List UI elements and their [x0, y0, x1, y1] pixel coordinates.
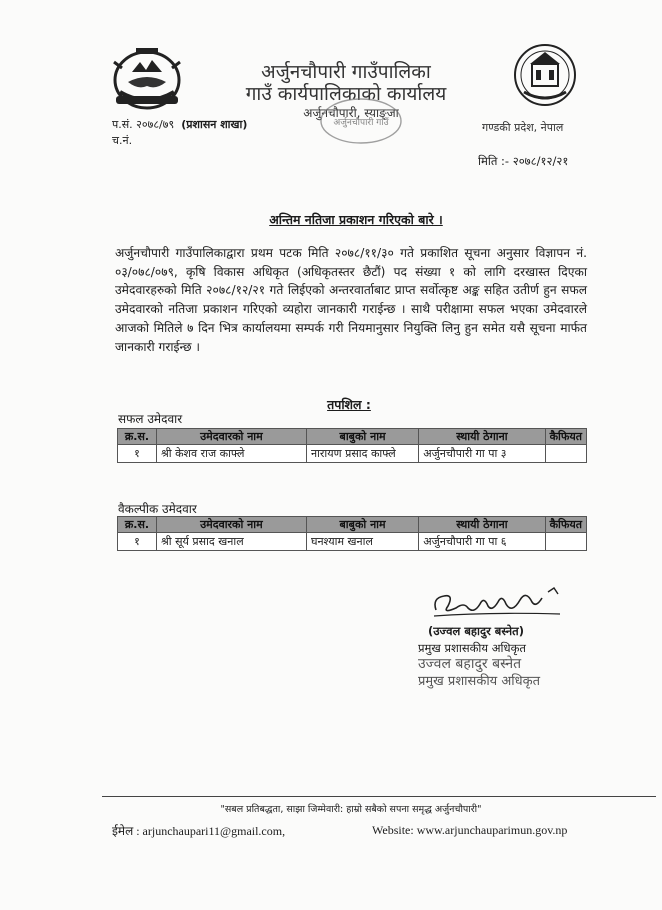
col-sn: क्र.स. [118, 429, 157, 445]
col-father: बाबुको नाम [306, 429, 418, 445]
notice-body: अर्जुनचौपारी गाउँपालिकाद्वारा प्रथम पटक मिति २०७८/११/३० गते प्रकाशित सूचना अनुसार विज्ञापन नं. ०३/०७८/०७९, कृषि विकास अधिकृत (अधिकृतस्तर छैटौं) पद संख्या १ को लागि दरखास्त दिएका उमेदवारहरुको मिति २०७८/१२/२१ गते लिईएको अन्तरवार्ताबाट प्राप्त सर्वोत्कृष्ट अङ्क सहित उतीर्ण हुन सफल उमेदवारको नतिजा प्रकाशन गरिएको व्यहोरा जानकारी गराईन्छ । साथै परीक्षामा सफल भएका उमेदवारले आजको मितिले ७ दिन भित्र कार्यालयमा सम्पर्क गरी नियमानुसार नियुक्ति लिनु हुन समेत यसै सूचना मार्फत जानकारी गराईन्छ । [115, 246, 587, 354]
signature-icon [430, 584, 570, 620]
table-header-row [118, 517, 587, 533]
col-remarks: कैफियत [545, 517, 586, 533]
details-heading: तपशिल : [327, 397, 371, 412]
col-father: बाबुको नाम [306, 517, 418, 533]
table-row [118, 445, 587, 463]
notice-date: मिति :- २०७८/१२/२१ [478, 154, 569, 168]
col-remarks: कैफियत [545, 429, 586, 445]
col-name: उमेदवारको नाम [156, 517, 306, 533]
footer-website: Website: www.arjunchauparimun.gov.np [372, 823, 568, 837]
cell-address: अर्जुनचौपारी गा पा ६ [419, 533, 545, 551]
ref-number: प.सं. २०७८/७९ [112, 118, 175, 131]
signatory-title: प्रमुख प्रशासकीय अधिकृत [418, 641, 526, 655]
office-stamp-icon [318, 96, 404, 146]
successful-section-title: सफल उमेदवार [118, 412, 183, 426]
table-header-row [118, 429, 587, 445]
ref-section: (प्रशासन शाखा) [181, 118, 248, 131]
cell-sn: १ [118, 533, 157, 551]
office-name-line2: गाउँ कार्यपालिकाको कार्यालय [245, 83, 447, 105]
office-name-line1: अर्जुनचौपारी गाउँपालिका [261, 61, 431, 83]
col-address: स्थायी ठेगाना [419, 517, 545, 533]
cell-name: श्री सूर्य प्रसाद खनाल [156, 533, 306, 551]
alternate-candidates-table [117, 516, 587, 551]
cell-remarks [545, 533, 586, 551]
col-sn: क्र.स. [118, 517, 157, 533]
cell-address: अर्जुनचौपारी गा पा ३ [419, 445, 545, 463]
footer-divider [102, 796, 656, 797]
title-stamp: प्रमुख प्रशासकीय अधिकृत [418, 674, 541, 689]
name-stamp: उज्वल बहादुर बस्नेत [418, 656, 522, 672]
signatory-name: (उज्वल बहादुर बस्नेत) [428, 624, 524, 638]
cell-father: घनश्याम खनाल [306, 533, 418, 551]
province-label: गण्डकी प्रदेश, नेपाल [482, 121, 564, 134]
stamp-text: अर्जुनचौपारी गाउँ [333, 118, 389, 128]
col-name: उमेदवारको नाम [156, 429, 306, 445]
cell-father: नारायण प्रसाद काफ्ले [306, 445, 418, 463]
footer-motto: "सबल प्रतिबद्धता, साझा जिम्मेवारी: हाम्रो सबैको सपना समृद्ध अर्जुनचौपारी" [220, 804, 482, 815]
office-address: अर्जुनचौपारी, स्याङ्जा [303, 106, 399, 120]
cell-remarks [545, 445, 586, 463]
col-address: स्थायी ठेगाना [419, 429, 545, 445]
reference-block [112, 117, 247, 149]
cell-sn: १ [118, 445, 157, 463]
successful-candidates-table [117, 428, 587, 463]
ref-cn: च.नं. [112, 134, 133, 147]
alternate-section-title: वैकल्पीक उमेदवार [118, 502, 197, 516]
table-row [118, 533, 587, 551]
footer-email: ईमेल : arjunchaupari11@gmail.com, [112, 824, 286, 838]
notice-subject: अन्तिम नतिजा प्रकाशन गरिएको बारे । [269, 212, 443, 227]
cell-name: श्री केशव राज काफ्ले [156, 445, 306, 463]
